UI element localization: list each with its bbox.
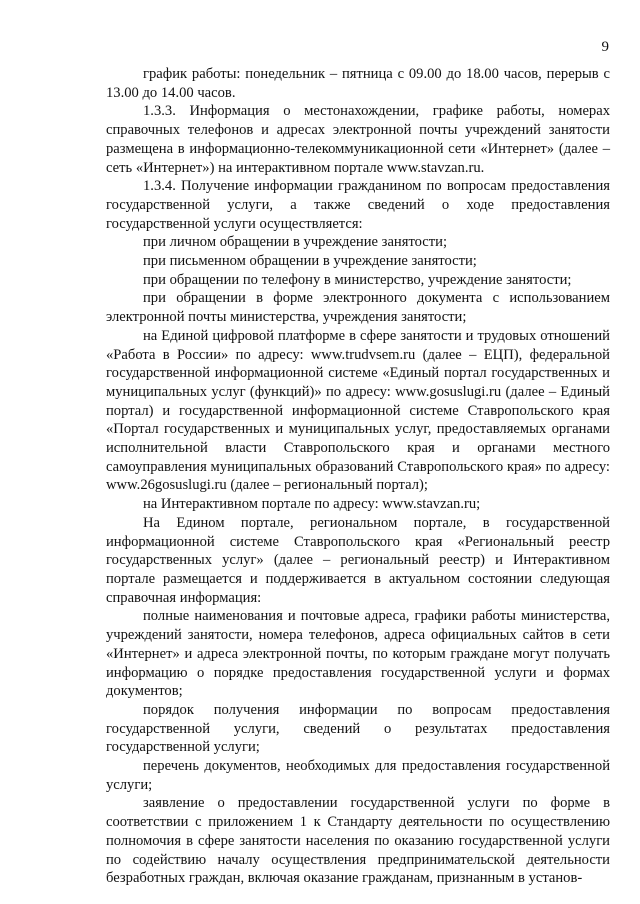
page-number: 9 [601,39,609,55]
paragraph-reference-info: На Едином портале, региональном портале, в государственной информационной системе Ставропольского края «Региональный реестр государственных услуг» (далее – региональный реестр) и Интерактивном портале размещается и поддерживается в актуальном состоянии следующая справочная информация: [106,514,610,606]
paragraph-work-schedule: график работы: понедельник – пятница с 09.00 до 18.00 часов, перерыв с 13.00 до 14.00 часов. [106,66,610,101]
list-item-personal-visit: при личном обращении в учреждение занятости; [143,234,448,251]
paragraph-1-3-3: 1.3.3. Информация о местонахождении, графике работы, номерах справочных телефонов и адресах электронной почты учреждений занятости размещена в информационно-телекоммуникационной сети «Интернет» (далее – сеть «Интернет») на интерактивном портале www.stavzan.ru. [106,103,610,176]
list-item-application: заявление о предоставлении государственной услуги по форме в соответствии с приложением 1 к Стандарту деятельности по осуществлению полномочия в сфере занятости населения по оказанию государственной услуги по содействию началу осуществления предпринимательской деятельности безработных граждан, включая оказание гражданам, признанным в установ- [106,795,610,887]
list-item-procedure: порядок получения информации по вопросам предоставления государственной услуги, сведений о результатах предоставления государственной услуги; [106,701,610,756]
list-item-electronic-request: при обращении в форме электронного документа с использованием электронной почты министерства, учреждения занятости; [106,290,610,326]
list-item-written-request: при письменном обращении в учреждение занятости; [143,253,477,270]
list-item-documents: перечень документов, необходимых для предоставления государственной услуги; [106,758,610,793]
list-item-phone-request: при обращении по телефону в министерство, учреждение занятости; [143,271,572,288]
list-item-addresses: полные наименования и почтовые адреса, графики работы министерства, учреждений занятости, номера телефонов, адреса официальных сайтов в сети «Интернет» и адреса электронной почты, по которым граждане могут получать информацию о порядке предоставления государственной услуги и формах документов; [106,608,610,700]
document-body [106,65,610,888]
paragraph-1-3-4: 1.3.4. Получение информации гражданином по вопросам предоставления государственной услуги, а также сведений о ходе предоставления государственной услуги осуществляется: [106,178,610,232]
list-item-interactive-portal: на Интерактивном портале по адресу: www.stavzan.ru; [143,496,481,513]
list-item-ecp-portals: на Единой цифровой платформе в сфере занятости и трудовых отношений «Работа в России» по адресу: www.trudvsem.ru (далее – ЕЦП), федеральной государственной информационной системе «Единый портал государственных и муниципальных услуг (функций)» по адресу: www.gosuslugi.ru (далее – Единый портал) и государственной информационной системе Ставропольского края «Портал государственных и муниципальных услуг, предоставляемых органами исполнительной власти Ставропольского края и органами местного самоуправления муниципальных образований Ставропольского края» по адресу: www.26gosuslugi.ru (далее – региональный портал); [106,327,610,494]
